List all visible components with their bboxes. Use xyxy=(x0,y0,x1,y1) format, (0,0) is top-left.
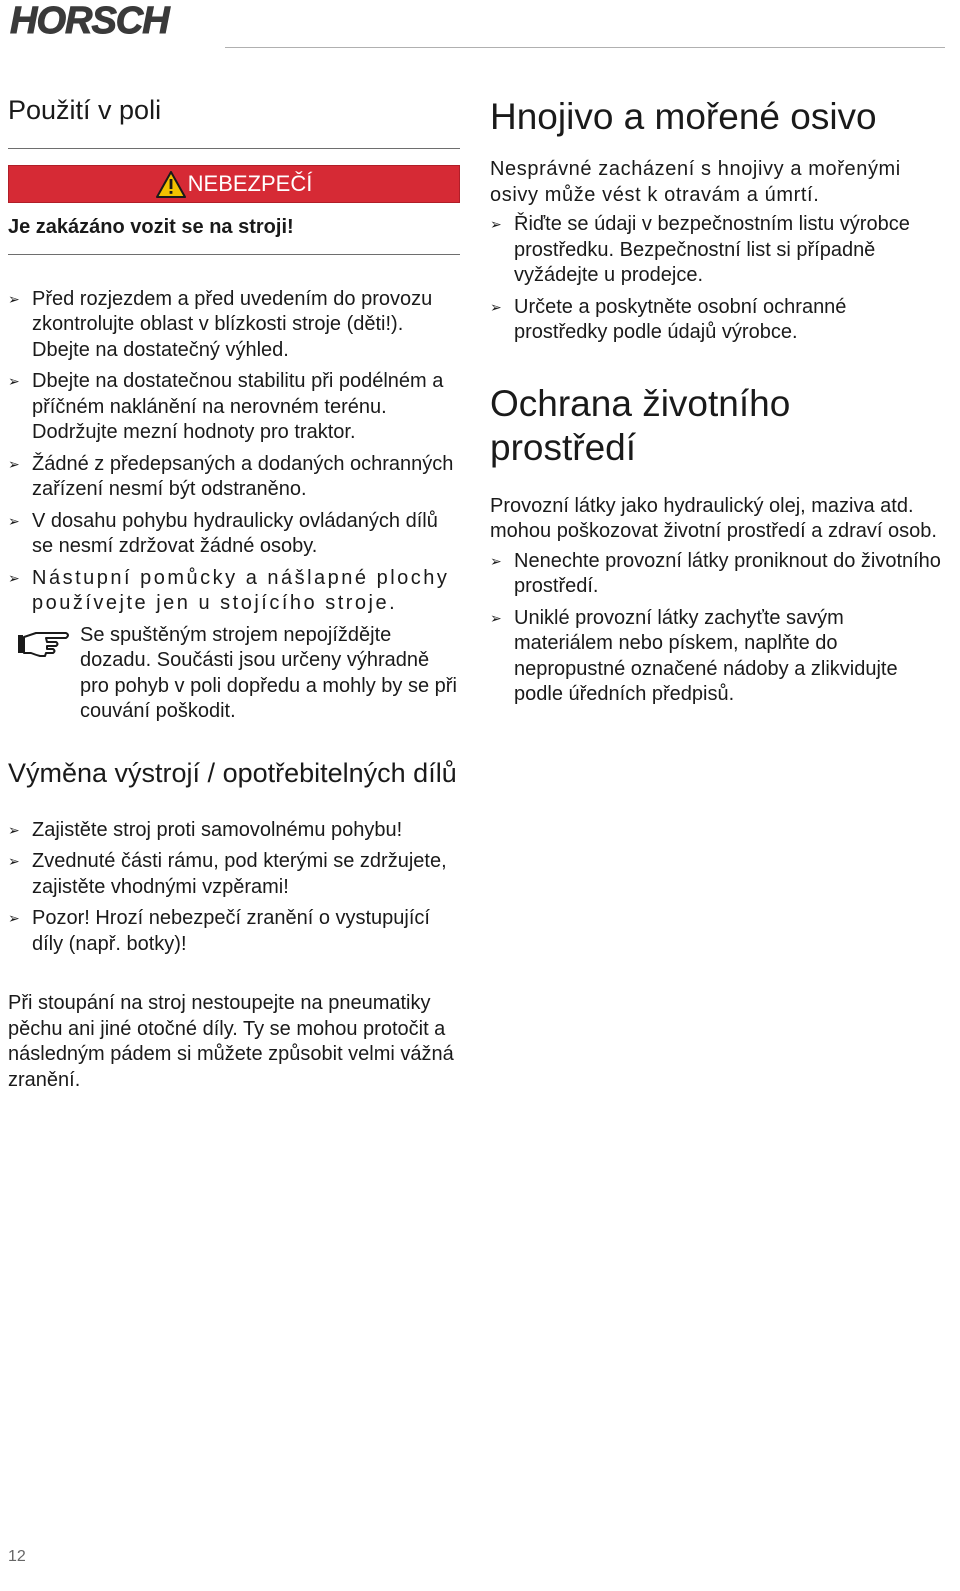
arrow-bullet-icon: ➢ xyxy=(490,216,502,233)
arrow-bullet-icon: ➢ xyxy=(8,910,20,927)
arrow-bullet-icon: ➢ xyxy=(8,373,20,390)
list-item: ➢ Dbejte na dostatečnou stabilitu při podélném a příčném naklánění na nerovném terénu. Dodržujte mezní hodnoty pro traktor. xyxy=(8,370,444,444)
arrow-bullet-icon: ➢ xyxy=(8,512,20,529)
page-number: 12 xyxy=(8,1548,26,1565)
arrow-bullet-icon: ➢ xyxy=(8,569,20,586)
climbing-warning-paragraph: Při stoupání na stroj nestoupejte na pneumatiky pěchu ani jiné otočné díly. Ty se mohou protočit a následným pádem si můžete způsobit velmi vážná zranění. xyxy=(8,992,454,1091)
list-item: ➢ Před rozjezdem a před uvedením do provozu zkontrolujte oblast v blízkosti stroje (děti!). Dbejte na dostatečný výhled. xyxy=(8,287,433,361)
arrow-bullet-icon: ➢ xyxy=(8,290,20,307)
divider xyxy=(8,148,460,149)
arrow-bullet-icon: ➢ xyxy=(490,609,502,626)
header-rule xyxy=(225,47,945,48)
list-item: ➢ V dosahu pohybu hydraulicky ovládaných dílů se nesmí zdržovat žádné osoby. xyxy=(8,509,438,558)
arrow-bullet-icon: ➢ xyxy=(8,821,20,838)
divider xyxy=(8,254,460,255)
arrow-bullet-icon: ➢ xyxy=(8,853,20,870)
pointing-hand-icon xyxy=(8,623,80,663)
note-block xyxy=(8,623,460,725)
section-title-field-use: Použití v poli xyxy=(8,95,162,125)
horsch-logo xyxy=(8,0,218,40)
list-item: ➢ Zvednuté části rámu, pod kterými se zdržujete, zajistěte vhodnými vzpěrami! xyxy=(8,850,447,898)
list-item: ➢ Řiďte se údaji v bezpečnostním listu výrobce prostředku. Bezpečnostní list si případně vyžádejte u prodejce. xyxy=(490,213,910,287)
arrow-bullet-icon: ➢ xyxy=(8,455,20,472)
left-column xyxy=(8,95,460,1093)
danger-message: Je zakázáno vozit se na stroji! xyxy=(8,216,294,239)
fertilizer-list xyxy=(490,212,945,346)
arrow-bullet-icon: ➢ xyxy=(490,552,502,569)
list-item: ➢ Uniklé provozní látky zachyťte savým materiálem nebo pískem, naplňte do nepropustné označené nádoby a zlikvidujte podle úředních předpisů. xyxy=(490,606,898,706)
section-title-replacement: Výměna výstrojí / opotřebitelných dílů xyxy=(8,757,457,788)
list-item: ➢ Žádné z předepsaných a dodaných ochranných zařízení nesmí být odstraněno. xyxy=(8,452,454,501)
section-title-fertilizer: Hnojivo a mořené osivo xyxy=(490,96,877,137)
danger-label: NEBEZPEČÍ xyxy=(187,171,313,197)
fertilizer-paragraph: Nesprávné zacházení s hnojivy a mořenými osivy může vést k otravám a úmrtí. xyxy=(490,158,901,206)
warning-triangle-icon xyxy=(156,171,186,198)
note-text: Se spuštěným strojem nepojíždějte dozadu. Součásti jsou určeny výhradně pro pohyb v poli dopředu a mohly by se při couvání poškodit. xyxy=(80,623,457,723)
svg-text:HORSCH: HORSCH xyxy=(10,0,169,40)
field-use-list xyxy=(8,287,460,617)
list-item: ➢ Zajistěte stroj proti samovolnému pohybu! xyxy=(8,818,460,844)
environment-list xyxy=(490,549,945,708)
environment-paragraph: Provozní látky jako hydraulický olej, maziva atd. mohou poškozovat životní prostředí a zdraví osob. xyxy=(490,494,937,543)
section-title-environment: Ochrana životního prostředí xyxy=(490,382,791,468)
arrow-bullet-icon: ➢ xyxy=(490,298,502,315)
list-item: ➢ Nástupní pomůcky a nášlapné plochy používejte jen u stojícího stroje. xyxy=(8,566,450,615)
right-column xyxy=(490,95,945,714)
danger-banner xyxy=(8,165,460,203)
replacement-list xyxy=(8,818,460,958)
list-item: ➢ Nenechte provozní látky proniknout do životního prostředí. xyxy=(490,549,941,598)
list-item: ➢ Určete a poskytněte osobní ochranné prostředky podle údajů výrobce. xyxy=(490,295,847,344)
list-item: ➢ Pozor! Hrozí nebezpečí zranění o vystupující díly (např. botky)! xyxy=(8,907,430,955)
